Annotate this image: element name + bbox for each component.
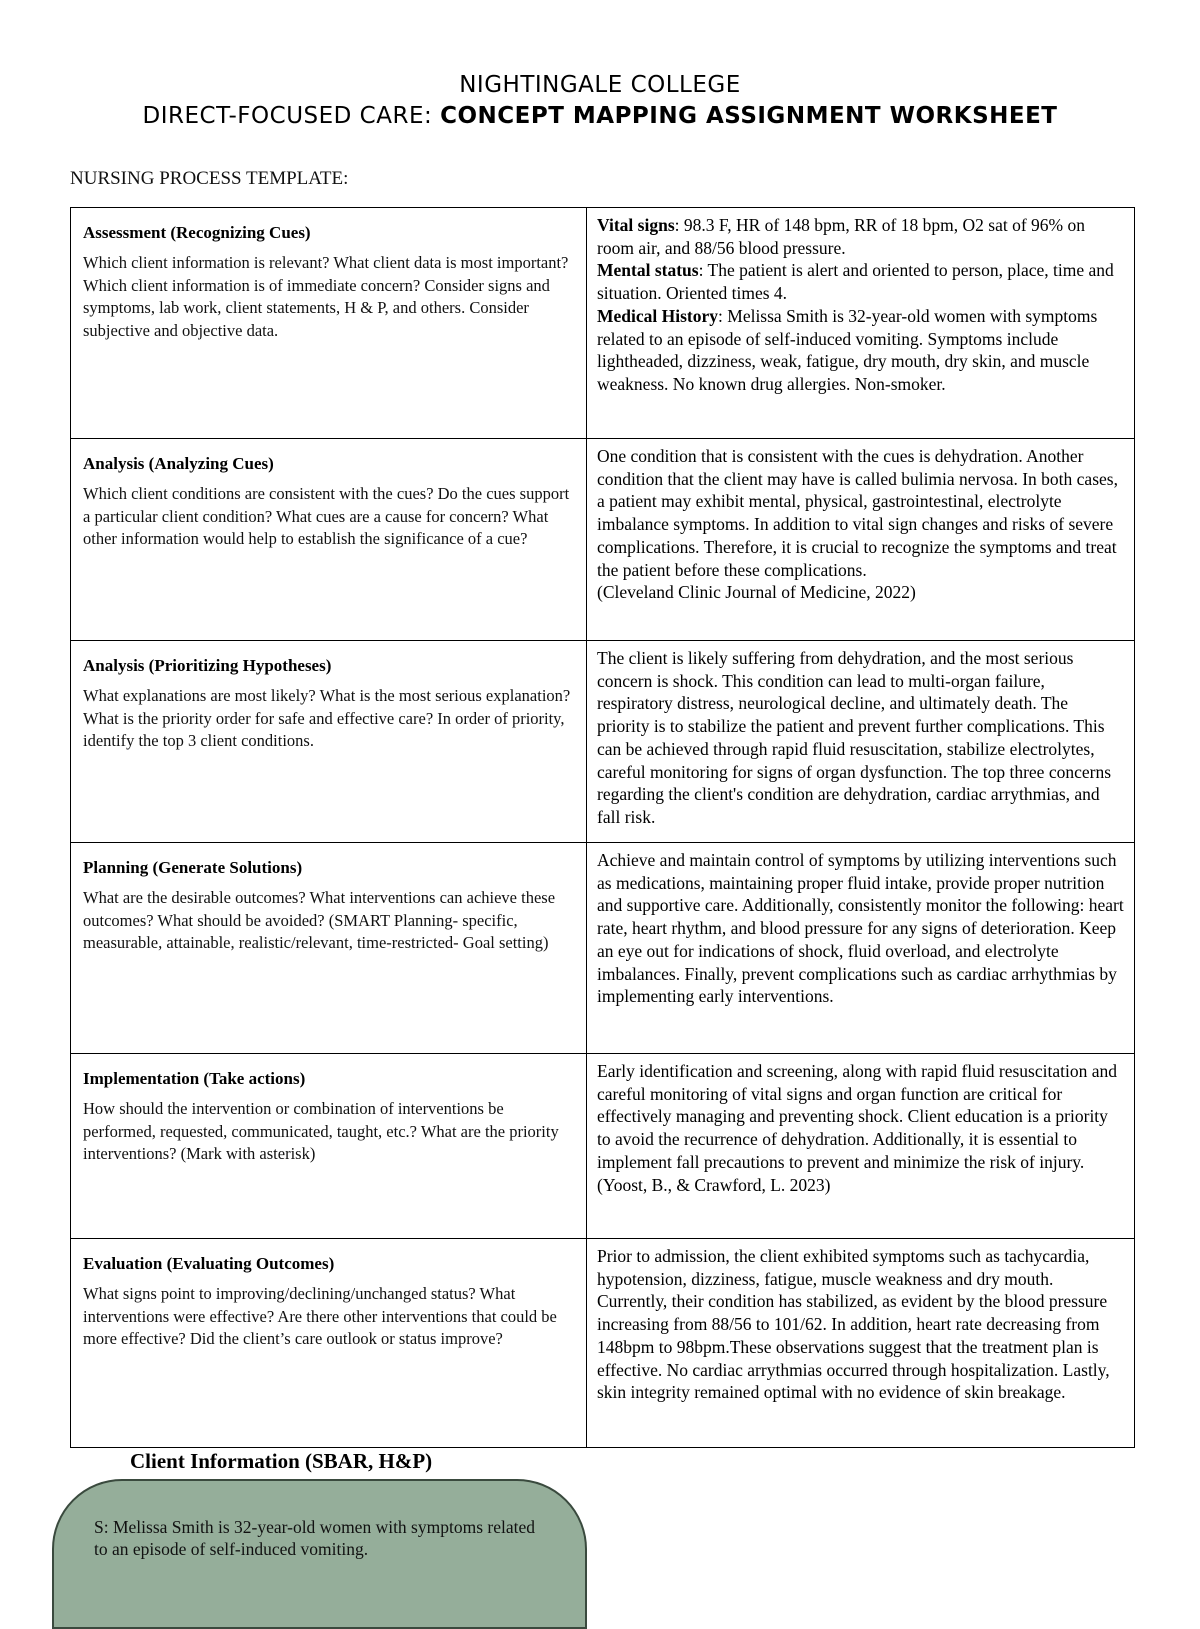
row-title: Assessment (Recognizing Cues)	[83, 223, 311, 242]
table-row	[71, 1054, 1135, 1239]
row-question: What signs point to improving/declining/unchanged status? What interventions were effective? Are there other interventions that could be more effective? Did the client’s care outlook or status improve?	[83, 1284, 557, 1348]
client-info-text: S: Melissa Smith is 32-year-old women with symptoms related to an episode of self-induced vomiting.	[94, 1517, 535, 1559]
medical-history-text: : Melissa Smith is 32-year-old women with symptoms related to an episode of self-induced vomiting. Symptoms include lightheaded, dizziness, weak, fatigue, dry mouth, dry skin, and muscle weakness. No known drug allergies. Non-smoker.	[597, 305, 1098, 394]
row-question: What explanations are most likely? What is the most serious explanation? What is the priority order for safe and effective care? In order of priority, identify the top 3 client conditions.	[83, 686, 571, 750]
worksheet-title-main: CONCEPT MAPPING ASSIGNMENT WORKSHEET	[440, 103, 1058, 129]
table-row	[71, 843, 1135, 1054]
row-answer: One condition that is consistent with the cues is dehydration. Another condition that the client may have is called bulimia nervosa. In both cases, a patient may exhibit mental, physical, gastrointestinal, electrolyte imbalance symptoms. In addition to vital sign changes and risks of severe complications. Therefore, it is crucial to recognize the symptoms and treat the patient before these complications.	[597, 446, 1118, 580]
row-answer: Early identification and screening, along with rapid fluid resuscitation and careful monitoring of vital signs and organ function are critical for effectively managing and preventing shock. Client education is a priority to avoid the recurrence of dehydration. Additionally, it is essential to implement fall precautions to prevent and minimize the risk of injury.	[597, 1061, 1117, 1172]
vital-signs-label: Vital signs	[597, 215, 675, 235]
response-cell	[587, 843, 1135, 1054]
table-row	[71, 439, 1135, 641]
prompt-cell	[71, 1054, 587, 1239]
table-row	[71, 641, 1135, 843]
prompt-cell	[71, 439, 587, 641]
college-name: NIGHTINGALE COLLEGE	[459, 72, 741, 98]
row-answer: The client is likely suffering from dehydration, and the most serious concern is shock. This condition can lead to multi-organ failure, respiratory distress, neurological decline, and ultimately death. The priority is to stabilize the patient and prevent further complications. This can be achieved through rapid fluid resuscitation, stabilize electrolytes, careful monitoring for signs of organ dysfunction. The top three concerns regarding the client's condition are dehydration, cardiac arrythmias, and fall risk.	[597, 648, 1112, 827]
prompt-cell	[71, 1239, 587, 1448]
row-title: Evaluation (Evaluating Outcomes)	[83, 1254, 335, 1273]
row-question: What are the desirable outcomes? What interventions can achieve these outcomes? What should be avoided? (SMART Planning- specific, measurable, attainable, realistic/relevant, time-restricted- Goal setting)	[83, 888, 556, 952]
response-cell	[587, 641, 1135, 843]
row-answer: Achieve and maintain control of symptoms by utilizing interventions such as medications, maintaining proper fluid intake, provide proper nutrition and supportive care. Additionally, consistently monitor the following: heart rate, heart rhythm, and blood pressure for any signs of deterioration. Keep an eye out for indications of shock, fluid overload, and electrolyte imbalances. Finally, prevent complications such as cardiac arrhythmias by implementing early interventions.	[597, 850, 1124, 1007]
client-info-bubble	[52, 1479, 587, 1629]
worksheet-title	[0, 100, 1200, 132]
response-cell	[587, 208, 1135, 439]
response-cell	[587, 439, 1135, 641]
row-question: How should the intervention or combination of interventions be performed, requested, communicated, taught, etc.? What are the priority interventions? (Mark with asterisk)	[83, 1099, 559, 1163]
table-row	[71, 1239, 1135, 1448]
worksheet-title-prefix: DIRECT-FOCUSED CARE:	[142, 103, 441, 129]
nursing-process-table	[70, 207, 1135, 1448]
prompt-cell	[71, 208, 587, 439]
prompt-cell	[71, 843, 587, 1054]
row-title: Analysis (Prioritizing Hypotheses)	[83, 656, 332, 675]
row-question: Which client conditions are consistent with the cues? Do the cues support a particular client condition? What cues are a cause for concern? What other information would help to establish the significance of a cue?	[83, 484, 570, 548]
vital-signs	[597, 214, 1124, 259]
row-title: Planning (Generate Solutions)	[83, 858, 303, 877]
table-row	[71, 208, 1135, 439]
row-reference: (Cleveland Clinic Journal of Medicine, 2022)	[597, 582, 916, 603]
response-cell	[587, 1054, 1135, 1239]
row-reference: (Yoost, B., & Crawford, L. 2023)	[597, 1174, 831, 1195]
row-title: Analysis (Analyzing Cues)	[83, 454, 274, 473]
template-label: NURSING PROCESS TEMPLATE:	[70, 168, 349, 189]
client-info-title: Client Information (SBAR, H&P)	[130, 1449, 433, 1473]
document-header	[0, 70, 1200, 132]
mental-status-text: : The patient is alert and oriented to person, place, time and situation. Oriented times 4.	[597, 260, 1114, 304]
medical-history	[597, 305, 1124, 396]
row-title: Implementation (Take actions)	[83, 1069, 306, 1088]
response-cell	[587, 1239, 1135, 1448]
row-answer: Prior to admission, the client exhibited symptoms such as tachycardia, hypotension, dizziness, fatigue, muscle weakness and dry mouth. Currently, their condition has stabilized, as evident by the blood pressure increasing from 88/56 to 101/62. In addition, heart rate decreasing from 148bpm to 98bpm.These observations suggest that the treatment plan is effective. No cardiac arrythmias occurred through hospitalization. Lastly, skin integrity remained optimal with no evidence of skin breakage.	[597, 1246, 1110, 1403]
medical-history-label: Medical History	[597, 305, 719, 326]
row-question: Which client information is relevant? What client data is most important? Which client information is of immediate concern? Consider signs and symptoms, lab work, client statements, H & P, and others. Consider subjective and objective data.	[83, 253, 569, 340]
vital-signs-text: : 98.3 F, HR of 148 bpm, RR of 18 bpm, O2 sat of 96% on room air, and 88/56 blood pressure.	[597, 215, 1085, 258]
mental-status	[597, 259, 1124, 304]
prompt-cell	[71, 641, 587, 843]
mental-status-label: Mental status	[597, 260, 699, 281]
